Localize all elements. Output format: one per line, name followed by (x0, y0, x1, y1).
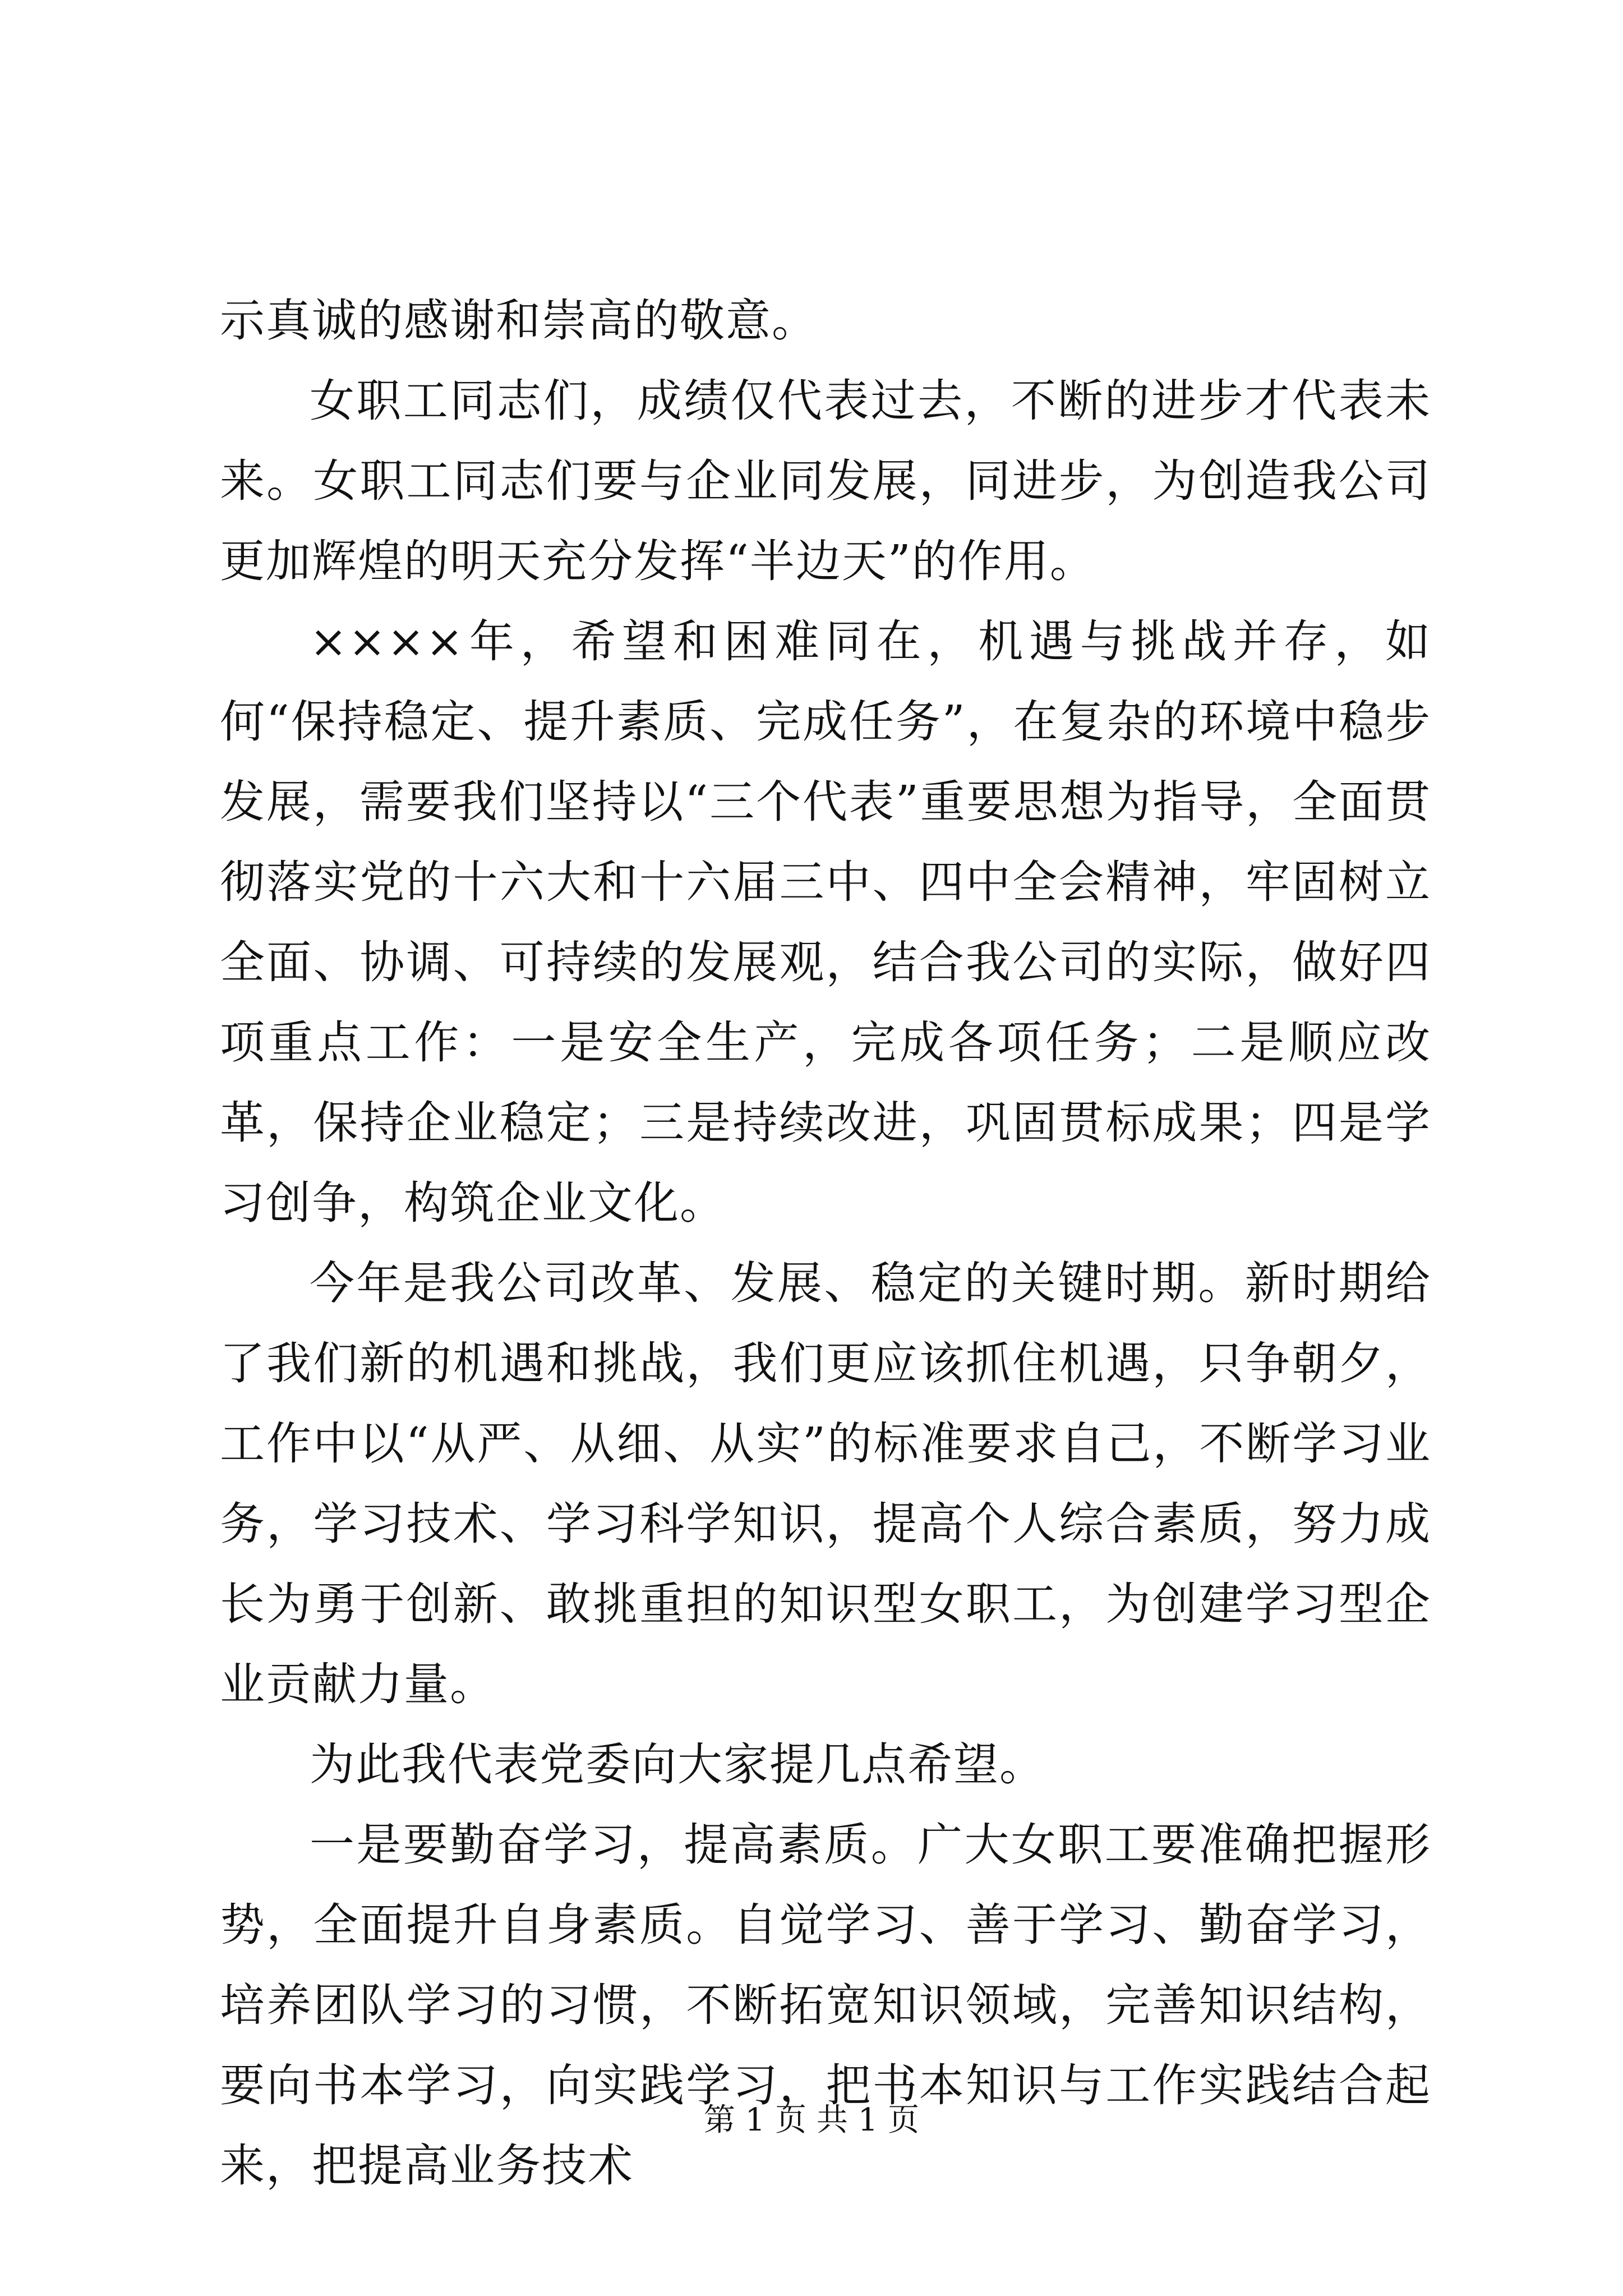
paragraph-4: 今年是我公司改革、发展、稳定的关键时期。新时期给了我们新的机遇和挑战，我们更应该抓住机遇，只争朝夕，工作中以“从严、从细、从实”的标准要求自己，不断学习业务，学习技术、学习科学知识，提高个人综合素质，努力成长为勇于创新、敢挑重担的知识型女职工，为创建学习型企业贡献力量。 (220, 1257, 1431, 1710)
paragraph-5: 为此我代表党委向大家提几点希望。 (310, 1738, 1045, 1791)
paragraph-2: 女职工同志们，成绩仅代表过去，不断的进步才代表未来。女职工同志们要与企业同发展，同进步，为创造我公司更加辉煌的明天充分发挥“半边天”的作用。 (220, 375, 1431, 587)
page-footer: 第 1 页 共 1 页 (703, 2102, 920, 2138)
paragraph-3: ××××年，希望和困难同在，机遇与挑战并存，如何“保持稳定、提升素质、完成任务”，在复杂的环境中稳步发展，需要我们坚持以“三个代表”重要思想为指导，全面贯彻落实党的十六大和十六届三中、四中全会精神，牢固树立全面、协调、可持续的发展观，结合我公司的实际，做好四项重点工作：一是安全生产，完成各项任务；二是顺应改革，保持企业稳定；三是持续改进，巩固贯标成果；四是学习创争，构筑企业文化。 (220, 615, 1431, 1229)
document-body (220, 280, 1431, 2206)
paragraph-1: 示真诚的感谢和崇高的敬意。 (220, 295, 818, 347)
paragraph-6: 一是要勤奋学习，提高素质。广大女职工要准确把握形势，全面提升自身素质。自觉学习、善于学习、勤奋学习，培养团队学习的习惯，不断拓宽知识领域，完善知识结构，要向书本学习，向实践学习，把书本知识与工作实践结合起来，把提高业务技术 (220, 1819, 1431, 2192)
